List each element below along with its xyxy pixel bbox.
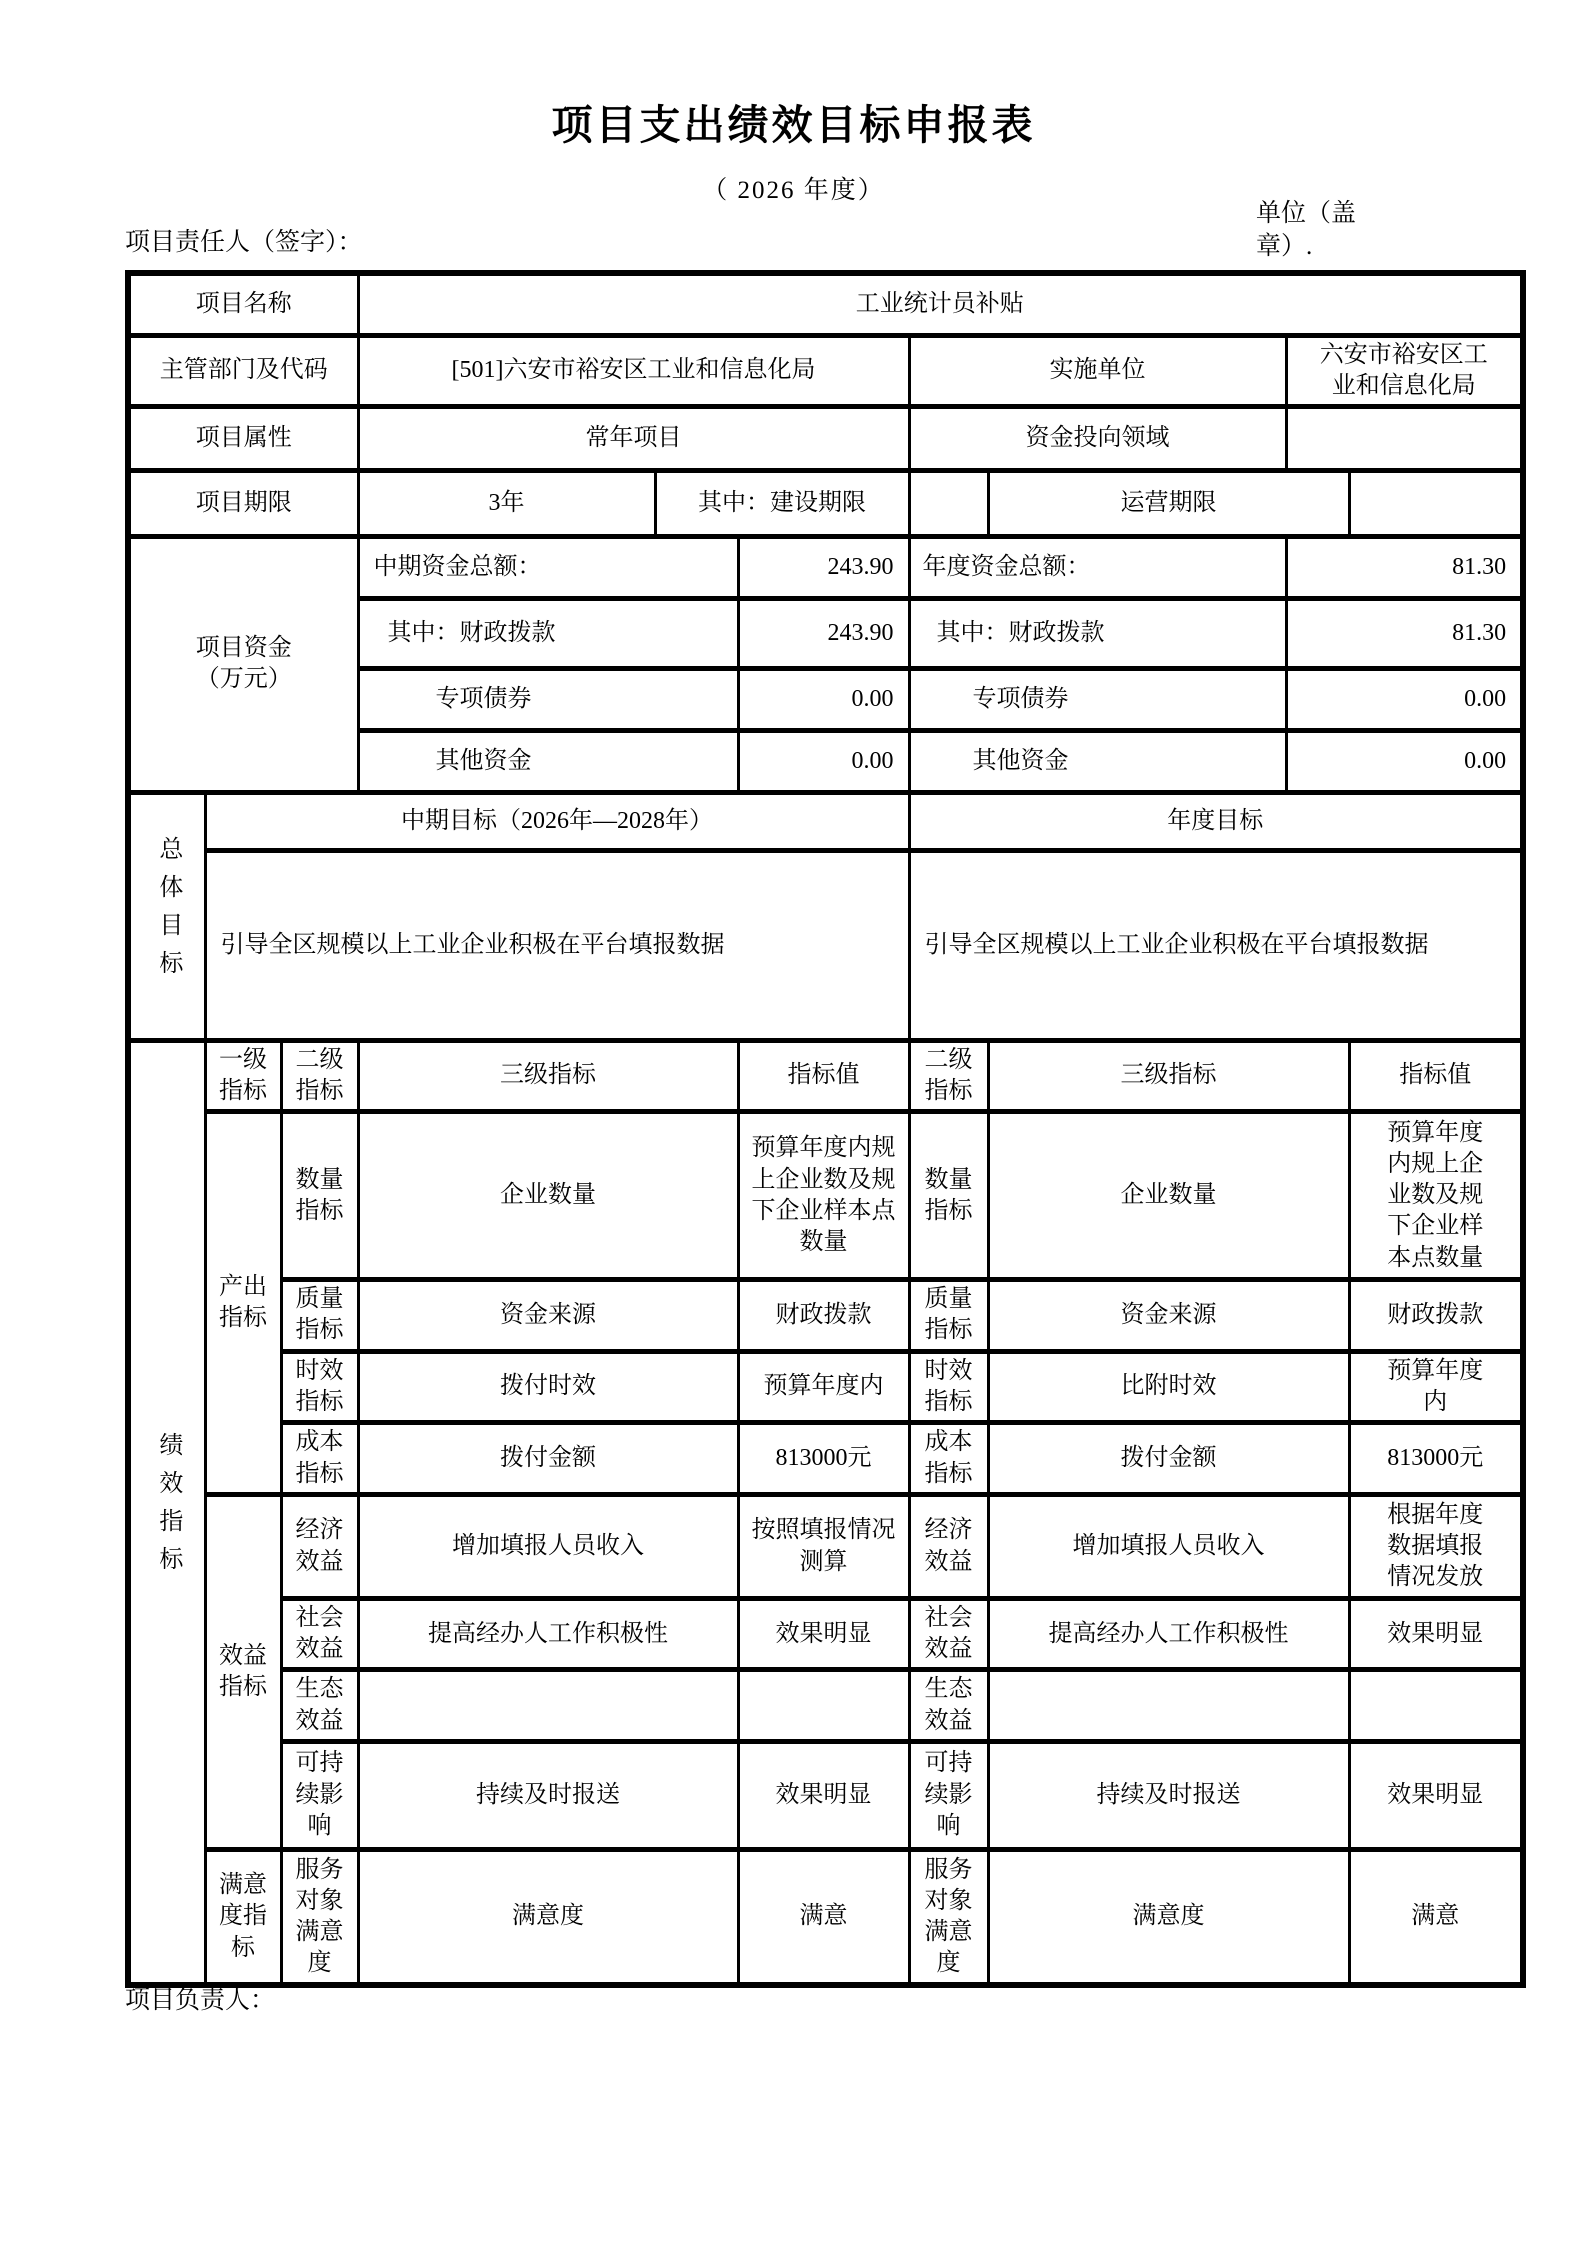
year-fiscal-value: 81.30 xyxy=(1286,598,1523,668)
ind-row-7-l3: 持续及时报送 xyxy=(358,1741,738,1849)
ind-row-7-r3: 持续及时报送 xyxy=(988,1741,1349,1849)
ind-row-6-value xyxy=(738,1670,909,1741)
ind-row-7-l2: 可持续影响 xyxy=(281,1741,358,1849)
ind-row-7-value: 效果明显 xyxy=(738,1741,909,1849)
ind-row-2-l2: 时效指标 xyxy=(281,1351,358,1422)
year-total-value: 81.30 xyxy=(1286,536,1523,598)
table-row xyxy=(128,1849,1523,1985)
ind-row-0-value: 预算年度内规上企业数及规下企业样本点数量 xyxy=(738,1112,909,1280)
table-row xyxy=(128,850,1523,1040)
ind-row-0-l2: 数量指标 xyxy=(281,1112,358,1280)
mid-bond-label: 专项债券 xyxy=(358,668,738,730)
ind-row-5-r3: 提高经办人工作积极性 xyxy=(988,1599,1349,1670)
build-period-label: 其中：建设期限 xyxy=(655,470,909,536)
ind-row-4-r2: 经济效益 xyxy=(909,1495,988,1599)
table-row xyxy=(128,470,1523,536)
dept-code-label: 主管部门及代码 xyxy=(128,335,358,406)
ind-row-4-l3: 增加填报人员收入 xyxy=(358,1495,738,1599)
ind-row-5-l2: 社会效益 xyxy=(281,1599,358,1670)
perf-indicator-section-label xyxy=(128,1040,205,1985)
invest-field-value xyxy=(1286,406,1523,470)
ind-row-5-rvalue: 效果明显 xyxy=(1349,1599,1523,1670)
ind-row-0-rvalue: 预算年度内规上企业数及规下企业样本点数量 xyxy=(1349,1112,1523,1280)
ind-row-8-r3: 满意度 xyxy=(988,1849,1349,1985)
project-attr-label: 项目属性 xyxy=(128,406,358,470)
col-header-value-right: 指标值 xyxy=(1349,1040,1523,1111)
ind-row-3-r2: 成本指标 xyxy=(909,1423,988,1495)
table-row xyxy=(128,792,1523,850)
impl-unit-text: 六安市裕安区工业和信息化局 xyxy=(1319,341,1488,399)
ind-row-2-l3: 拨付时效 xyxy=(358,1351,738,1422)
ind-row-2-r2: 时效指标 xyxy=(909,1351,988,1422)
ind-row-8-l2: 服务对象满意度 xyxy=(281,1849,358,1985)
ind-row-6-r2: 生态效益 xyxy=(909,1670,988,1741)
ind-row-8-value: 满意 xyxy=(738,1849,909,1985)
mid-fiscal-label: 其中：财政拨款 xyxy=(358,598,738,668)
ind-row-3-l3: 拨付金额 xyxy=(358,1423,738,1495)
table-row xyxy=(128,1670,1523,1741)
perf-indicator-text: 绩效指标 xyxy=(154,1431,181,1584)
ind-row-0-r2: 数量指标 xyxy=(909,1112,988,1280)
ind-row-6-l3 xyxy=(358,1670,738,1741)
ind-row-3-l2: 成本指标 xyxy=(281,1423,358,1495)
funding-section-label xyxy=(128,536,358,792)
col-header-level3-right: 三级指标 xyxy=(988,1040,1349,1111)
ind-row-4-l2: 经济效益 xyxy=(281,1495,358,1599)
year-bond-label: 专项债券 xyxy=(909,668,1286,730)
project-period-label: 项目期限 xyxy=(128,470,358,536)
mid-total-value: 243.90 xyxy=(738,536,909,598)
ind-row-7-rvalue: 效果明显 xyxy=(1349,1741,1523,1849)
year-total-label: 年度资金总额： xyxy=(909,536,1286,598)
col-header-level2-right: 二级指标 xyxy=(909,1040,988,1111)
dept-code-value: [501]六安市裕安区工业和信息化局 xyxy=(358,335,909,406)
table-row xyxy=(128,536,1523,598)
table-row xyxy=(128,1280,1523,1351)
declaration-table xyxy=(125,270,1526,1988)
mid-total-label: 中期资金总额： xyxy=(358,536,738,598)
ind-row-0-r3: 企业数量 xyxy=(988,1112,1349,1280)
ind-row-2-value: 预算年度内 xyxy=(738,1351,909,1422)
impl-unit-value xyxy=(1286,335,1523,406)
table-row xyxy=(128,1351,1523,1422)
year-other-label: 其他资金 xyxy=(909,730,1286,792)
ind-row-6-rvalue xyxy=(1349,1670,1523,1741)
ind-row-6-l2: 生态效益 xyxy=(281,1670,358,1741)
project-name-label: 项目名称 xyxy=(128,273,358,335)
ind-row-1-r2: 质量指标 xyxy=(909,1280,988,1351)
overall-goal-section-label xyxy=(128,792,205,1040)
invest-field-label: 资金投向领域 xyxy=(909,406,1286,470)
oper-period-value xyxy=(1349,470,1523,536)
year-fiscal-label: 其中：财政拨款 xyxy=(909,598,1286,668)
annual-goal-header: 年度目标 xyxy=(909,792,1523,850)
mid-goal-header: 中期目标（2026年—2028年） xyxy=(205,792,909,850)
mid-fiscal-value: 243.90 xyxy=(738,598,909,668)
annual-goal-content: 引导全区规模以上工业企业积极在平台填报数据 xyxy=(909,850,1523,1040)
ind-row-1-value: 财政拨款 xyxy=(738,1280,909,1351)
table-row xyxy=(128,406,1523,470)
col-header-level3-left: 三级指标 xyxy=(358,1040,738,1111)
ind-row-3-rvalue: 813000元 xyxy=(1349,1423,1523,1495)
project-name-value: 工业统计员补贴 xyxy=(358,273,1523,335)
col-header-level2-left: 二级指标 xyxy=(281,1040,358,1111)
mid-other-label: 其他资金 xyxy=(358,730,738,792)
ind-row-2-rvalue: 预算年度内 xyxy=(1349,1351,1523,1422)
ind-row-8-l3: 满意度 xyxy=(358,1849,738,1985)
table-row xyxy=(128,1423,1523,1495)
ind-row-7-r2: 可持续影响 xyxy=(909,1741,988,1849)
level1-output: 产出指标 xyxy=(205,1112,281,1495)
project-period-value: 3年 xyxy=(358,470,655,536)
ind-row-0-l3: 企业数量 xyxy=(358,1112,738,1280)
level1-satisfaction: 满意度指标 xyxy=(205,1849,281,1985)
year-bond-value: 0.00 xyxy=(1286,668,1523,730)
ind-row-1-l3: 资金来源 xyxy=(358,1280,738,1351)
ind-row-5-l3: 提高经办人工作积极性 xyxy=(358,1599,738,1670)
page-title: 项目支出绩效目标申报表 xyxy=(551,102,1036,148)
ind-row-8-r2: 服务对象满意度 xyxy=(909,1849,988,1985)
mid-goal-content: 引导全区规模以上工业企业积极在平台填报数据 xyxy=(205,850,909,1040)
ind-row-6-r3 xyxy=(988,1670,1349,1741)
unit-seal-label: 单位（盖章）. xyxy=(1256,200,1357,260)
project-manager-label: 项目负责人： xyxy=(125,1987,276,2014)
page-subtitle: （ 2026 年度） xyxy=(702,177,885,204)
table-row xyxy=(128,335,1523,406)
project-attr-value: 常年项目 xyxy=(358,406,909,470)
table-row xyxy=(128,1495,1523,1599)
ind-row-5-value: 效果明显 xyxy=(738,1599,909,1670)
ind-row-1-rvalue: 财政拨款 xyxy=(1349,1280,1523,1351)
table-row xyxy=(128,1040,1523,1111)
ind-row-5-r2: 社会效益 xyxy=(909,1599,988,1670)
responsible-person-label: 项目责任人（签字）： xyxy=(125,229,363,256)
col-header-level1: 一级指标 xyxy=(205,1040,281,1111)
ind-row-4-value: 按照填报情况测算 xyxy=(738,1495,909,1599)
ind-row-8-rvalue: 满意 xyxy=(1349,1849,1523,1985)
table-row xyxy=(128,273,1523,335)
oper-period-label: 运营期限 xyxy=(988,470,1349,536)
funding-section-text: 项目资金（万元） xyxy=(195,635,292,693)
year-other-value: 0.00 xyxy=(1286,730,1523,792)
ind-row-1-r3: 资金来源 xyxy=(988,1280,1349,1351)
mid-other-value: 0.00 xyxy=(738,730,909,792)
build-period-value xyxy=(909,470,988,536)
impl-unit-label: 实施单位 xyxy=(909,335,1286,406)
table-row xyxy=(128,1599,1523,1670)
table-row xyxy=(128,1112,1523,1280)
table-row xyxy=(128,1741,1523,1849)
ind-row-1-l2: 质量指标 xyxy=(281,1280,358,1351)
mid-bond-value: 0.00 xyxy=(738,668,909,730)
ind-row-4-rvalue: 根据年度数据填报情况发放 xyxy=(1349,1495,1523,1599)
ind-row-2-r3: 比附时效 xyxy=(988,1351,1349,1422)
col-header-value-left: 指标值 xyxy=(738,1040,909,1111)
ind-row-3-value: 813000元 xyxy=(738,1423,909,1495)
ind-row-4-r3: 增加填报人员收入 xyxy=(988,1495,1349,1599)
ind-row-3-r3: 拨付金额 xyxy=(988,1423,1349,1495)
level1-benefit: 效益指标 xyxy=(205,1495,281,1850)
overall-goal-text: 总体目标 xyxy=(154,835,181,988)
